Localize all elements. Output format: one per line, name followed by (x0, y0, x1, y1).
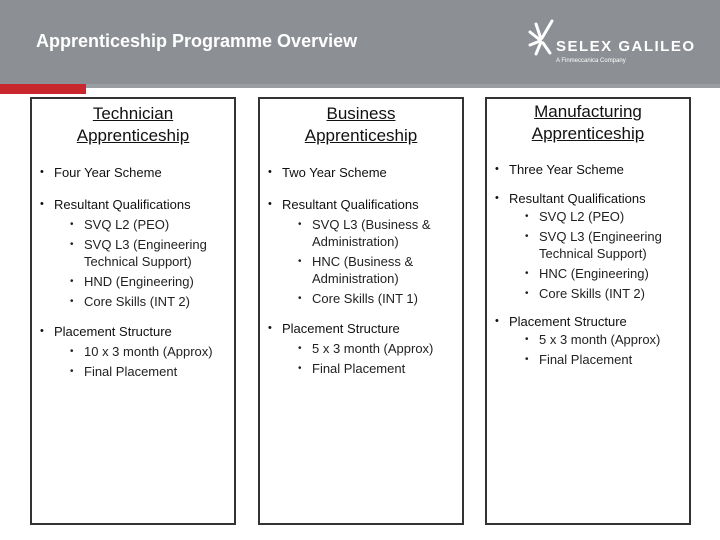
placement: • Final Placement (509, 351, 689, 368)
qualification: • SVQ L2 (PEO) (54, 216, 234, 233)
qualifications-list (487, 190, 689, 302)
logo-name: SELEX GALILEO (556, 38, 696, 55)
title-line-1: Manufacturing (534, 102, 642, 121)
placement-item (487, 313, 689, 368)
qualifications-sublist (54, 216, 234, 310)
placement: • 5 x 3 month (Approx) (282, 340, 462, 357)
placement-list (260, 320, 462, 377)
qualifications-item (260, 196, 462, 307)
column-title (38, 103, 228, 147)
divider-bar (86, 84, 720, 88)
qualifications-list (32, 196, 234, 310)
qualification: • SVQ L3 (Engineering Technical Support) (509, 228, 689, 262)
placement-item (260, 320, 462, 377)
accent-bar (0, 84, 86, 94)
manufacturing-column (485, 97, 691, 525)
qualification: • SVQ L3 (Engineering Technical Support) (54, 236, 234, 270)
qualifications-item (487, 190, 689, 302)
column-title (493, 101, 683, 145)
qualification: • HNC (Engineering) (509, 265, 689, 282)
column-title (266, 103, 456, 147)
title-line-2: Apprenticeship (76, 126, 190, 145)
placement: • 5 x 3 month (Approx) (509, 331, 689, 348)
placement: • Final Placement (282, 360, 462, 377)
starburst-logo-icon (528, 18, 558, 58)
qualification: • SVQ L2 (PEO) (509, 208, 689, 225)
scheme-list (487, 161, 689, 178)
placement-heading: Placement Structure (282, 321, 400, 336)
qualifications-heading: Resultant Qualifications (509, 191, 646, 206)
selex-galileo-logo (528, 18, 714, 66)
placement-heading: Placement Structure (54, 324, 172, 339)
qualification: • HNC (Business & Administration) (282, 253, 462, 287)
placement: • Final Placement (54, 363, 234, 380)
scheme-item: • Three Year Scheme (487, 161, 689, 178)
placement-heading: Placement Structure (509, 314, 627, 329)
title-line-1: Business (326, 104, 396, 123)
scheme-list (260, 164, 462, 181)
placement-list (32, 323, 234, 380)
header-bar (0, 0, 720, 84)
placement-list (487, 313, 689, 368)
qualifications-heading: Resultant Qualifications (54, 197, 191, 212)
scheme-item: • Four Year Scheme (32, 164, 234, 181)
placement-sublist (282, 340, 462, 377)
qualification: • Core Skills (INT 1) (282, 290, 462, 307)
title-line-2: Apprenticeship (531, 124, 645, 143)
placement: • 10 x 3 month (Approx) (54, 343, 234, 360)
qualifications-list (260, 196, 462, 307)
qualification: • Core Skills (INT 2) (54, 293, 234, 310)
logo-tagline: A Finmeccanica Company (556, 58, 626, 64)
placement-sublist (509, 331, 689, 368)
scheme-item: • Two Year Scheme (260, 164, 462, 181)
business-column (258, 97, 464, 525)
placement-sublist (54, 343, 234, 380)
qualifications-sublist (509, 208, 689, 302)
qualification: • SVQ L3 (Business & Administration) (282, 216, 462, 250)
qualification: • Core Skills (INT 2) (509, 285, 689, 302)
scheme-list (32, 164, 234, 181)
technician-column (30, 97, 236, 525)
qualifications-item (32, 196, 234, 310)
page-title: Apprenticeship Programme Overview (36, 31, 358, 51)
title-line-2: Apprenticeship (304, 126, 418, 145)
qualifications-heading: Resultant Qualifications (282, 197, 419, 212)
qualifications-sublist (282, 216, 462, 307)
title-line-1: Technician (92, 104, 174, 123)
qualification: • HND (Engineering) (54, 273, 234, 290)
placement-item (32, 323, 234, 380)
